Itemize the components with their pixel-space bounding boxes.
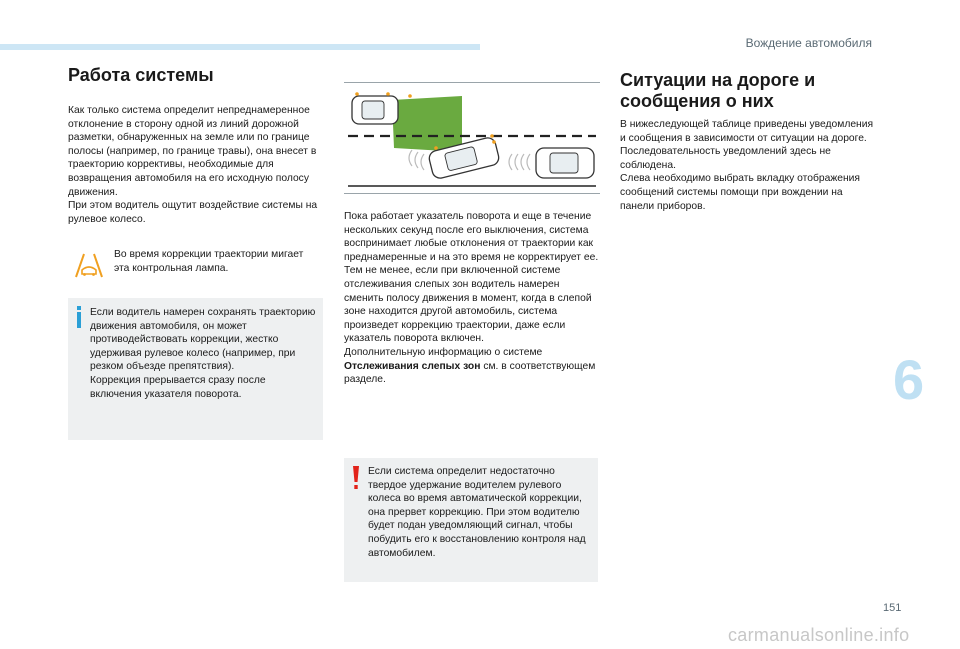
diagram-bottom-rule: [344, 193, 600, 194]
header-accent-bar: [0, 44, 480, 50]
info-note-box: [68, 298, 323, 440]
warning-note-box: [344, 458, 598, 582]
lane-keep-lamp-icon: [74, 252, 104, 278]
blind-spot-zone: [392, 96, 462, 152]
chapter-number: 6: [893, 348, 925, 411]
running-head: Вождение автомобиля: [745, 36, 872, 50]
lamp-note: Во время коррекции траектории мигает эта контрольная лампа.: [114, 249, 304, 274]
indicator-text-main: Пока работает указатель поворота и еще в течение нескольких секунд после его выключения, система воспринимает любые отклонения от траектории как преднамеренные и на это время не корректирует ее. Тем не менее, если при включенной системе отслеживания слепых зон водитель намерен сменить полосу движения в момент, когда в слепой зоне находится другой автомобиль, система произведет коррекцию траектории, даже если указатель поворота включен. Дополнительную информацию о системе: [344, 211, 599, 358]
operation-text: Как только система определит непреднамеренное отклонение в сторону одной из линий дорожной разметки, обнаруженных на земле или по границе полосы (например, по границе травы), она внесет в траекторию коррективы, необходимые для возвращения автомобиля на его исходную полосу движения. При этом водитель ощутит воздействие системы на рулевое колесо.: [68, 105, 318, 225]
info-icon: [76, 306, 82, 328]
watermark: carmanualsonline.info: [728, 625, 910, 645]
section-title-operation: Работа системы: [68, 65, 214, 85]
section-title-situations: Ситуации на дороге и сообщения о них: [620, 70, 816, 111]
warning-note-text: Если система определит недостаточно твердое удержание водителем рулевого колеса во время автоматической коррекции, она прервет коррекцию. При этом водителю будет подан уведомляющий сигнал, чтобы побудить его к восстановлению контроля над автомобилем.: [368, 466, 586, 559]
info-note-text: Если водитель намерен сохранять траекторию движения автомобиля, он может противодействовать коррекции, жестко удерживая рулевое колесо (например, при резком объезде препятствия). Коррекция прерывается сразу после включения указателя поворота.: [90, 307, 316, 400]
car-lower-lane: [536, 148, 594, 178]
blind-spot-term: Отслеживания слепых зон: [344, 360, 481, 372]
warning-icon: [352, 466, 360, 490]
page-number: 151: [883, 602, 902, 614]
indicator-text-end: см. в соответствующем разделе.: [344, 360, 596, 386]
lane-correction-diagram: [344, 82, 600, 194]
indicator-text: [344, 210, 600, 387]
situations-text: В нижеследующей таблице приведены уведомления и сообщения в зависимости от ситуации на дороге. Последовательность уведомлений здесь не соблюдена. Слева необходимо выбрать вкладку отображения сообщений системы помощи при вождении на панели приборов.: [620, 119, 874, 212]
